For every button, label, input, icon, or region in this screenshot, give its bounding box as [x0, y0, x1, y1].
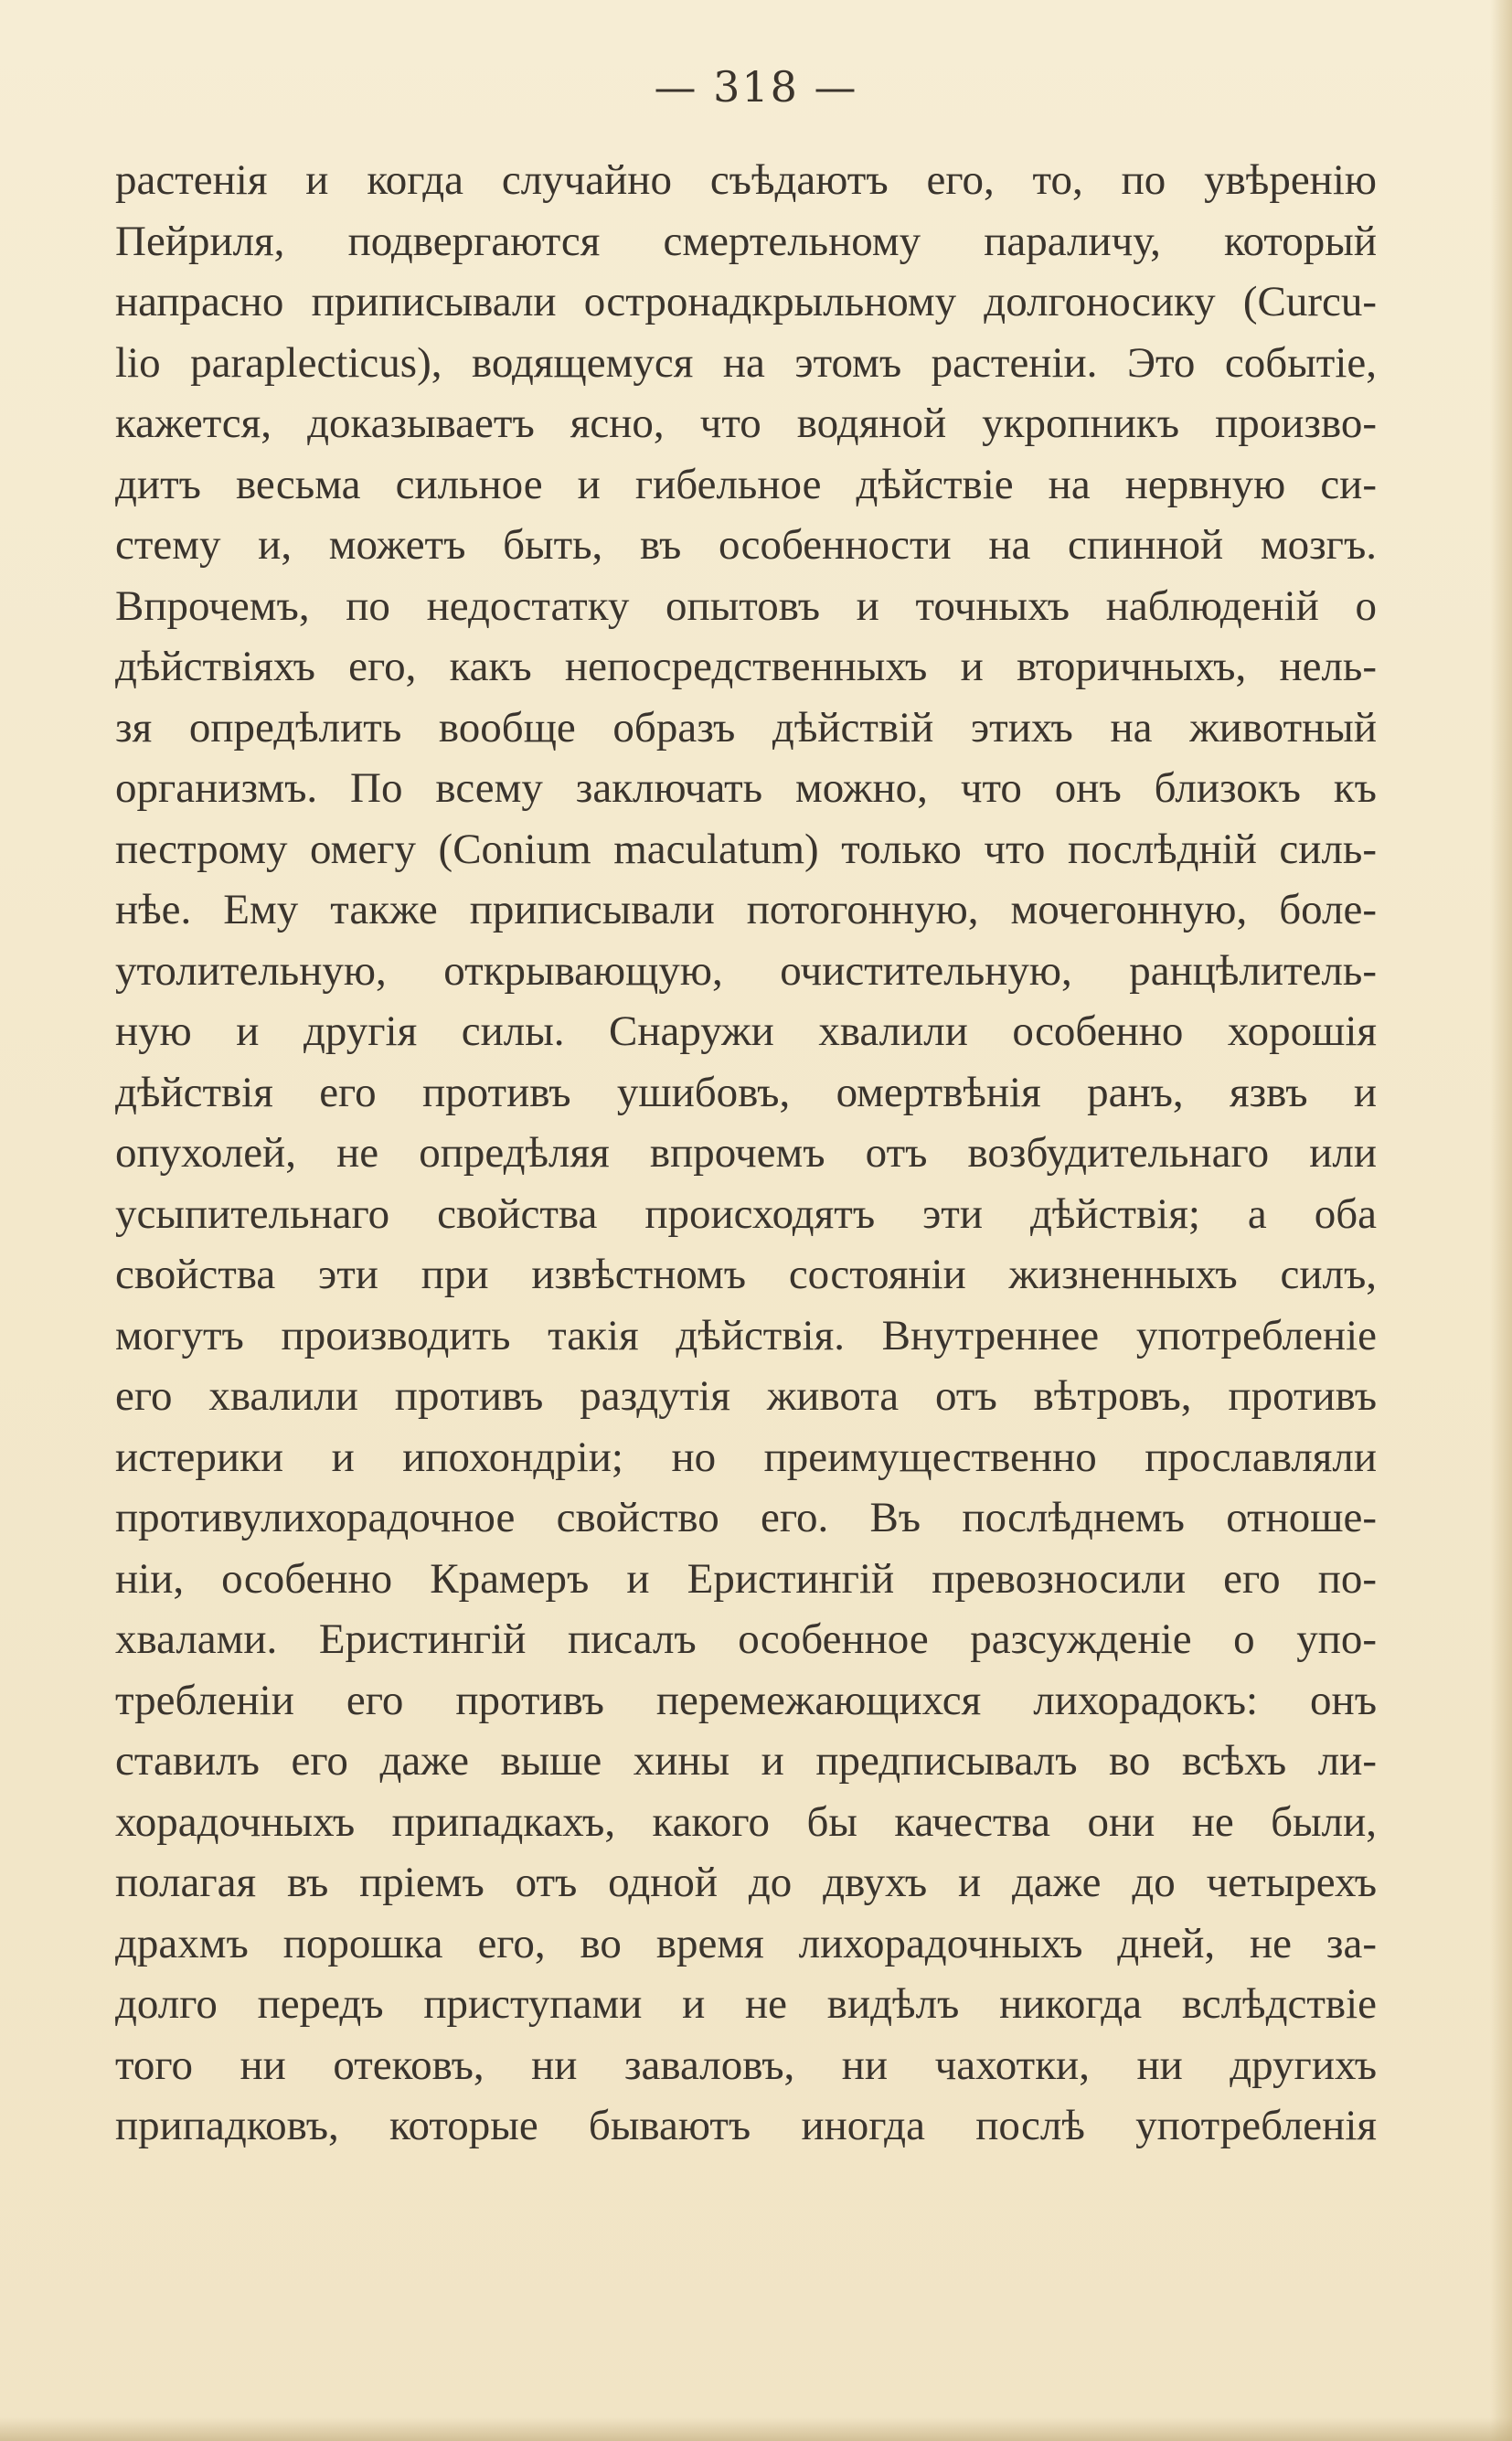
text-line: хвалами. Еристингій писалъ особенное разсужденіе о упо- [115, 1615, 1377, 1663]
text-line: противулихорадочное свойство его. Въ послѣднемъ отноше- [115, 1494, 1377, 1541]
text-line: lio paraplecticus), водящемуся на этомъ растеніи. Это событіе, [115, 338, 1377, 387]
text-line: напрасно приписывали остронадкрыльному долгоносику (Curcu- [115, 278, 1377, 325]
text-line: драхмъ порошка его, во время лихорадочныхъ дней, не за- [115, 1919, 1377, 1967]
page-edge-shadow [0, 2417, 1512, 2441]
text-line: ную и другія силы. Снаружи хвалили особенно хорошія [115, 1007, 1377, 1055]
text-line: истерики и ипохондріи; но преимущественно прославляли [115, 1433, 1377, 1481]
text-line: ніи, особенно Крамеръ и Еристингій превозносили его по- [115, 1554, 1377, 1603]
text-line: нѣе. Ему также приписывали потогонную, мочегонную, боле- [115, 886, 1377, 933]
page-number: — 318 — [654, 62, 858, 112]
text-line: стему и, можетъ быть, въ особенности на спинной мозгъ. [115, 521, 1377, 569]
text-line: полагая въ пріемъ отъ одной до двухъ и даже до четырехъ [115, 1859, 1377, 1906]
text-line: хорадочныхъ припадкахъ, какого бы качества они не были, [115, 1797, 1377, 1846]
text-line: припадковъ, которые бываютъ иногда послѣ употребленія [115, 2102, 1377, 2149]
text-line: Пейриля, подвергаются смертельному параличу, который [115, 217, 1377, 265]
text-line: Впрочемъ, по недостатку опытовъ и точныхъ наблюденій о [115, 581, 1377, 630]
body-text [115, 150, 1377, 2157]
text-line: требленіи его противъ перемежающихся лихорадокъ: онъ [115, 1676, 1377, 1724]
text-line: свойства эти при извѣстномъ состояніи жизненныхъ силъ, [115, 1251, 1377, 1298]
text-line: зя опредѣлить вообще образъ дѣйствій этихъ на животный [115, 703, 1377, 751]
text-line: пестрому омегу (Conium maculatum) только что послѣдній силь- [115, 825, 1377, 873]
text-line: утолительную, открывающую, очистительную, ранцѣлитель- [115, 946, 1377, 995]
text-line: могутъ производить такія дѣйствія. Внутреннее употребленіе [115, 1311, 1377, 1359]
text-line: долго передъ приступами и не видѣлъ никогда вслѣдствіе [115, 1980, 1377, 2028]
text-line: того ни отековъ, ни заваловъ, ни чахотки, ни другихъ [115, 2041, 1377, 2089]
text-line: его хвалили противъ раздутія живота отъ вѣтровъ, противъ [115, 1372, 1377, 1420]
page-edge-shadow [1490, 0, 1512, 2441]
text-line: растенія и когда случайно съѣдаютъ его, то, по увѣренію [115, 156, 1377, 204]
text-line: усыпительнаго свойства происходятъ эти дѣйствія; а оба [115, 1189, 1377, 1238]
text-line: организмъ. По всему заключать можно, что онъ близокъ къ [115, 764, 1377, 812]
text-line: ставилъ его даже выше хины и предписывалъ во всѣхъ ли- [115, 1737, 1377, 1785]
text-line: опухолей, не опредѣляя впрочемъ отъ возбудительнаго или [115, 1129, 1377, 1177]
text-line: дитъ весьма сильное и гибельное дѣйствіе на нервную си- [115, 460, 1377, 508]
text-line: дѣйствія его противъ ушибовъ, омертвѣнія ранъ, язвъ и [115, 1068, 1377, 1116]
text-line: дѣйствіяхъ его, какъ непосредственныхъ и вторичныхъ, нель- [115, 643, 1377, 690]
text-line: кажется, доказываетъ ясно, что водяной укропникъ произво- [115, 400, 1377, 447]
